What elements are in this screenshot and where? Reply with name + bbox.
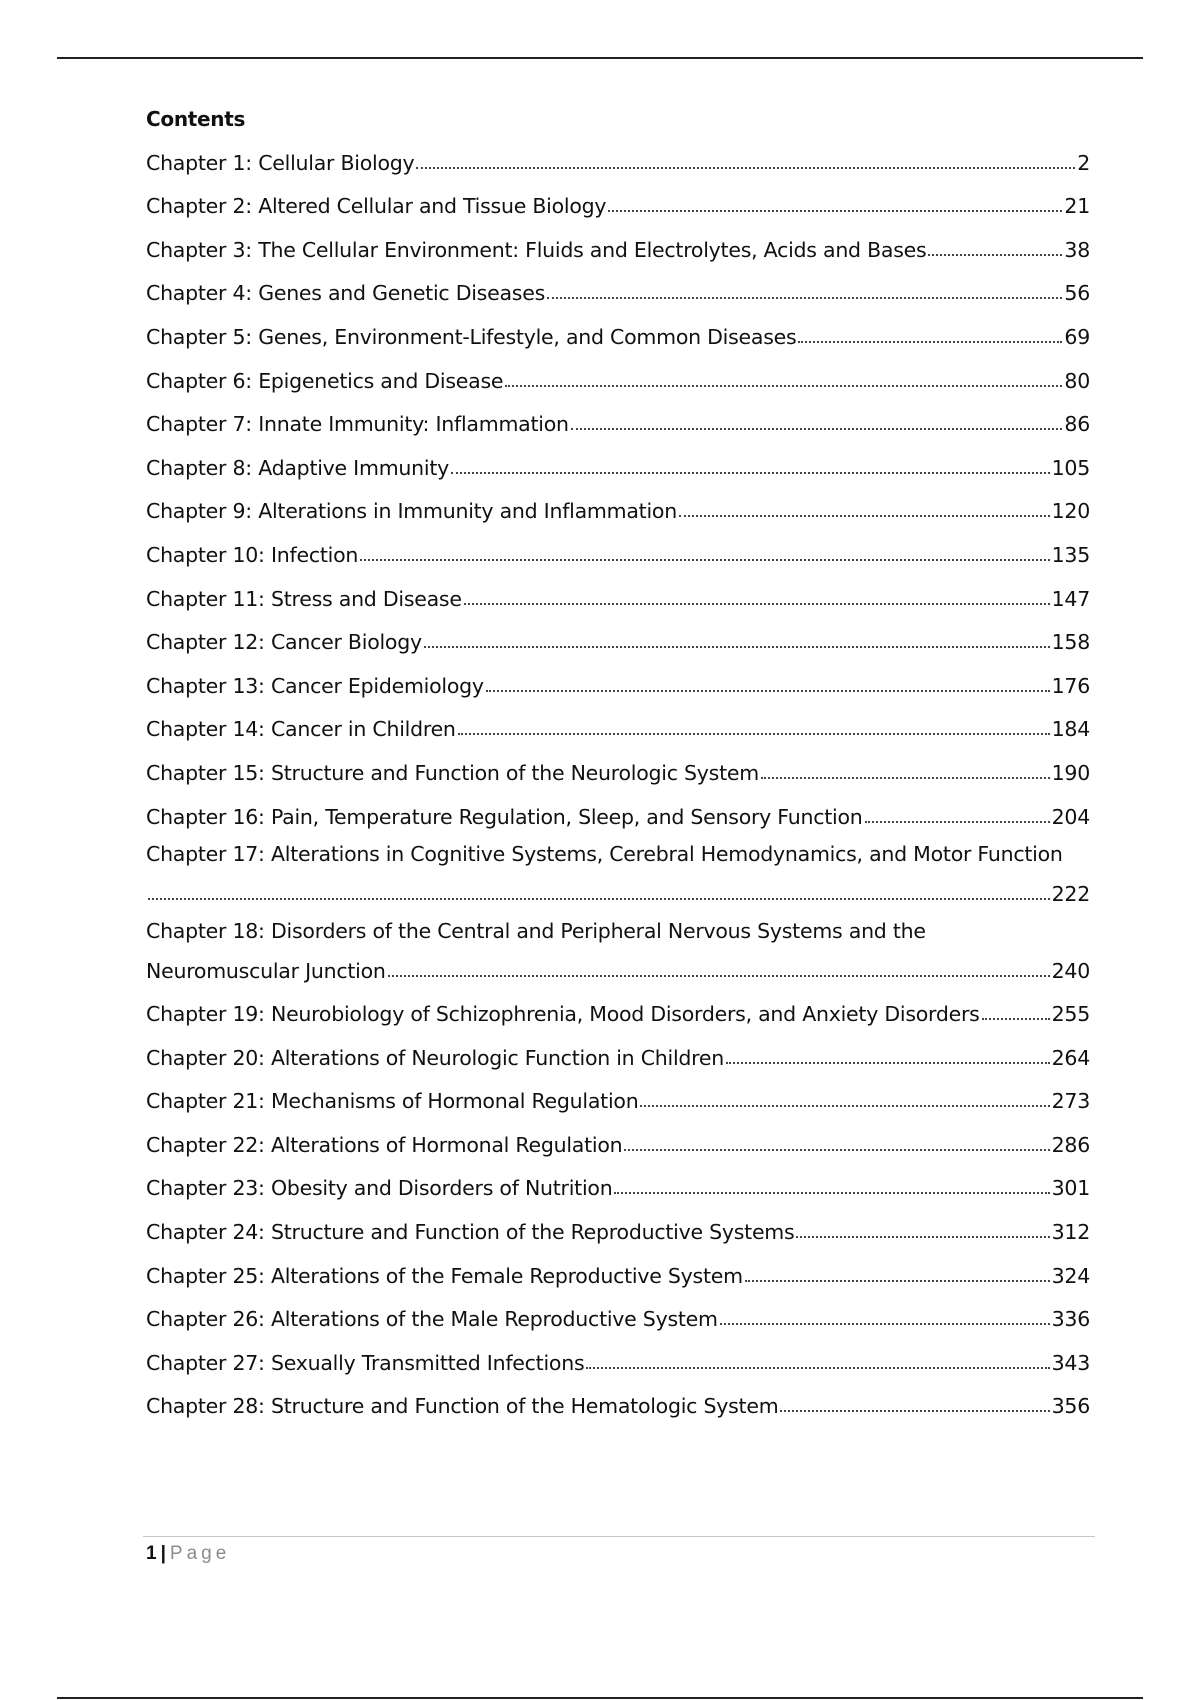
toc-entry[interactable] xyxy=(146,271,1090,315)
toc-entry-title: Chapter 14: Cancer in Children xyxy=(146,717,456,742)
dot-leader xyxy=(608,210,1062,212)
footer-page-label: Page xyxy=(169,1543,231,1564)
toc-entry-page: 273 xyxy=(1051,1089,1090,1114)
toc-entry-title: Chapter 25: Alterations of the Female Reproductive System xyxy=(146,1263,743,1288)
dot-leader xyxy=(505,385,1062,387)
toc-entry-page: 184 xyxy=(1051,717,1090,742)
toc-entry-title-continued: Neuromuscular Junction xyxy=(146,958,386,983)
dot-leader xyxy=(745,1280,1050,1282)
dot-leader xyxy=(148,898,1050,900)
contents-heading: Contents xyxy=(146,107,246,131)
toc-entry-page: 301 xyxy=(1051,1176,1090,1201)
toc-entry-page: 38 xyxy=(1064,237,1090,262)
toc-entry-page: 105 xyxy=(1051,455,1090,480)
toc-entry-title: Chapter 2: Altered Cellular and Tissue Biology xyxy=(146,194,607,219)
toc-entry-title-continued xyxy=(146,906,148,910)
dot-leader xyxy=(726,1062,1050,1064)
toc-entry-title: Chapter 19: Neurobiology of Schizophrenia, Mood Disorders, and Anxiety Disorders xyxy=(146,1002,980,1027)
footer-rule xyxy=(143,1536,1095,1537)
dot-leader xyxy=(796,1236,1049,1238)
dot-leader xyxy=(798,341,1062,343)
footer-page-number: 1 xyxy=(146,1543,157,1564)
dot-leader xyxy=(928,254,1062,256)
toc-entry-title: Chapter 11: Stress and Disease xyxy=(146,586,462,611)
toc-entry[interactable] xyxy=(146,663,1090,707)
toc-entry[interactable] xyxy=(146,1340,1090,1384)
toc-entry[interactable] xyxy=(146,707,1090,751)
toc-entry-title: Chapter 21: Mechanisms of Hormonal Regulation xyxy=(146,1089,639,1114)
dot-leader xyxy=(486,690,1050,692)
toc-entry[interactable] xyxy=(146,750,1090,794)
toc-entry[interactable] xyxy=(146,620,1090,664)
toc-entry-page: 204 xyxy=(1051,804,1090,829)
toc-entry-page: 222 xyxy=(1051,881,1090,906)
toc-entry-title: Chapter 12: Cancer Biology xyxy=(146,630,422,655)
toc-entry[interactable] xyxy=(146,1209,1090,1253)
toc-entry-title: Chapter 4: Genes and Genetic Diseases xyxy=(146,281,546,306)
toc-entry[interactable] xyxy=(146,1297,1090,1341)
top-rule xyxy=(57,57,1143,59)
toc-entry[interactable] xyxy=(146,915,1090,992)
toc-entry[interactable] xyxy=(146,1035,1090,1079)
toc-entry-title: Chapter 5: Genes, Environment-Lifestyle, and Common Diseases xyxy=(146,324,797,349)
toc-entry-title: Chapter 20: Alterations of Neurologic Function in Children xyxy=(146,1045,724,1070)
toc-entry[interactable] xyxy=(146,532,1090,576)
toc-entry-page: 2 xyxy=(1077,150,1090,175)
toc-entry-page: 240 xyxy=(1051,958,1090,983)
dot-leader xyxy=(586,1367,1049,1369)
dot-leader xyxy=(865,821,1050,823)
toc-entry-page: 69 xyxy=(1064,324,1090,349)
dot-leader xyxy=(640,1105,1049,1107)
dot-leader xyxy=(547,297,1062,299)
toc-entry[interactable] xyxy=(146,402,1090,446)
dot-leader xyxy=(571,428,1063,430)
toc-entry-title: Chapter 10: Infection xyxy=(146,542,359,567)
dot-leader xyxy=(679,515,1050,517)
dot-leader xyxy=(720,1323,1050,1325)
toc-entry-title: Chapter 15: Structure and Function of the Neurologic System xyxy=(146,760,759,785)
toc-entry-title: Chapter 6: Epigenetics and Disease xyxy=(146,368,504,393)
toc-entry-page: 343 xyxy=(1051,1350,1090,1375)
toc-entry[interactable] xyxy=(146,838,1090,915)
toc-entry-title: Chapter 1: Cellular Biology xyxy=(146,150,415,175)
toc-entry-title: Chapter 22: Alterations of Hormonal Regulation xyxy=(146,1132,623,1157)
toc-entry-title: Chapter 17: Alterations in Cognitive Systems, Cerebral Hemodynamics, and Motor Function xyxy=(146,841,1063,866)
toc-entry-title: Chapter 28: Structure and Function of the Hematologic System xyxy=(146,1394,779,1419)
dot-leader xyxy=(360,559,1049,561)
toc-entry-title: Chapter 16: Pain, Temperature Regulation, Sleep, and Sensory Function xyxy=(146,804,863,829)
toc-entry[interactable] xyxy=(146,1384,1090,1428)
toc-entry-page: 286 xyxy=(1051,1132,1090,1157)
toc-entry-title: Chapter 24: Structure and Function of the Reproductive Systems xyxy=(146,1220,795,1245)
bottom-rule xyxy=(57,1697,1143,1699)
dot-leader xyxy=(416,167,1075,169)
toc-entry-page: 312 xyxy=(1051,1220,1090,1245)
dot-leader xyxy=(451,472,1050,474)
toc-entry[interactable] xyxy=(146,1166,1090,1210)
toc-entry-page: 80 xyxy=(1064,368,1090,393)
table-of-contents xyxy=(146,140,1090,1427)
toc-entry-page: 336 xyxy=(1051,1307,1090,1332)
toc-entry-title: Chapter 23: Obesity and Disorders of Nutrition xyxy=(146,1176,613,1201)
toc-entry[interactable] xyxy=(146,1122,1090,1166)
toc-entry-page: 264 xyxy=(1051,1045,1090,1070)
toc-entry-page: 158 xyxy=(1051,630,1090,655)
toc-entry-title: Chapter 18: Disorders of the Central and Peripheral Nervous Systems and the xyxy=(146,918,926,943)
toc-entry[interactable] xyxy=(146,1253,1090,1297)
toc-entry-title: Chapter 3: The Cellular Environment: Fluids and Electrolytes, Acids and Bases xyxy=(146,237,927,262)
dot-leader xyxy=(424,646,1050,648)
toc-entry-page: 120 xyxy=(1051,499,1090,524)
dot-leader xyxy=(761,777,1050,779)
toc-entry-page: 86 xyxy=(1064,412,1090,437)
toc-entry-title: Chapter 13: Cancer Epidemiology xyxy=(146,673,484,698)
toc-entry-page: 147 xyxy=(1051,586,1090,611)
toc-entry-page: 324 xyxy=(1051,1263,1090,1288)
dot-leader xyxy=(464,603,1050,605)
toc-entry-title: Chapter 7: Innate Immunity: Inflammation xyxy=(146,412,569,437)
toc-entry[interactable] xyxy=(146,1079,1090,1123)
toc-entry[interactable] xyxy=(146,358,1090,402)
footer-separator: | xyxy=(160,1543,166,1564)
toc-entry[interactable] xyxy=(146,140,1090,184)
toc-entry[interactable] xyxy=(146,445,1090,489)
toc-entry-page: 356 xyxy=(1051,1394,1090,1419)
toc-entry[interactable] xyxy=(146,489,1090,533)
toc-entry-page: 190 xyxy=(1051,760,1090,785)
toc-entry[interactable] xyxy=(146,227,1090,271)
toc-entry[interactable] xyxy=(146,184,1090,228)
page-footer xyxy=(146,1543,230,1565)
dot-leader xyxy=(780,1410,1049,1412)
toc-entry-title: Chapter 9: Alterations in Immunity and Inflammation xyxy=(146,499,677,524)
toc-entry-title: Chapter 26: Alterations of the Male Reproductive System xyxy=(146,1307,718,1332)
dot-leader xyxy=(458,733,1050,735)
toc-entry[interactable] xyxy=(146,314,1090,358)
dot-leader xyxy=(624,1149,1049,1151)
toc-entry-page: 21 xyxy=(1064,194,1090,219)
toc-entry[interactable] xyxy=(146,576,1090,620)
toc-entry-page: 135 xyxy=(1051,542,1090,567)
toc-entry-title: Chapter 27: Sexually Transmitted Infections xyxy=(146,1350,585,1375)
toc-entry-page: 56 xyxy=(1064,281,1090,306)
dot-leader xyxy=(388,975,1050,977)
toc-entry-page: 176 xyxy=(1051,673,1090,698)
dot-leader xyxy=(982,1018,1050,1020)
toc-entry-page: 255 xyxy=(1051,1002,1090,1027)
dot-leader xyxy=(614,1192,1049,1194)
toc-entry-title: Chapter 8: Adaptive Immunity xyxy=(146,455,450,480)
toc-entry[interactable] xyxy=(146,992,1090,1036)
toc-entry[interactable] xyxy=(146,794,1090,838)
